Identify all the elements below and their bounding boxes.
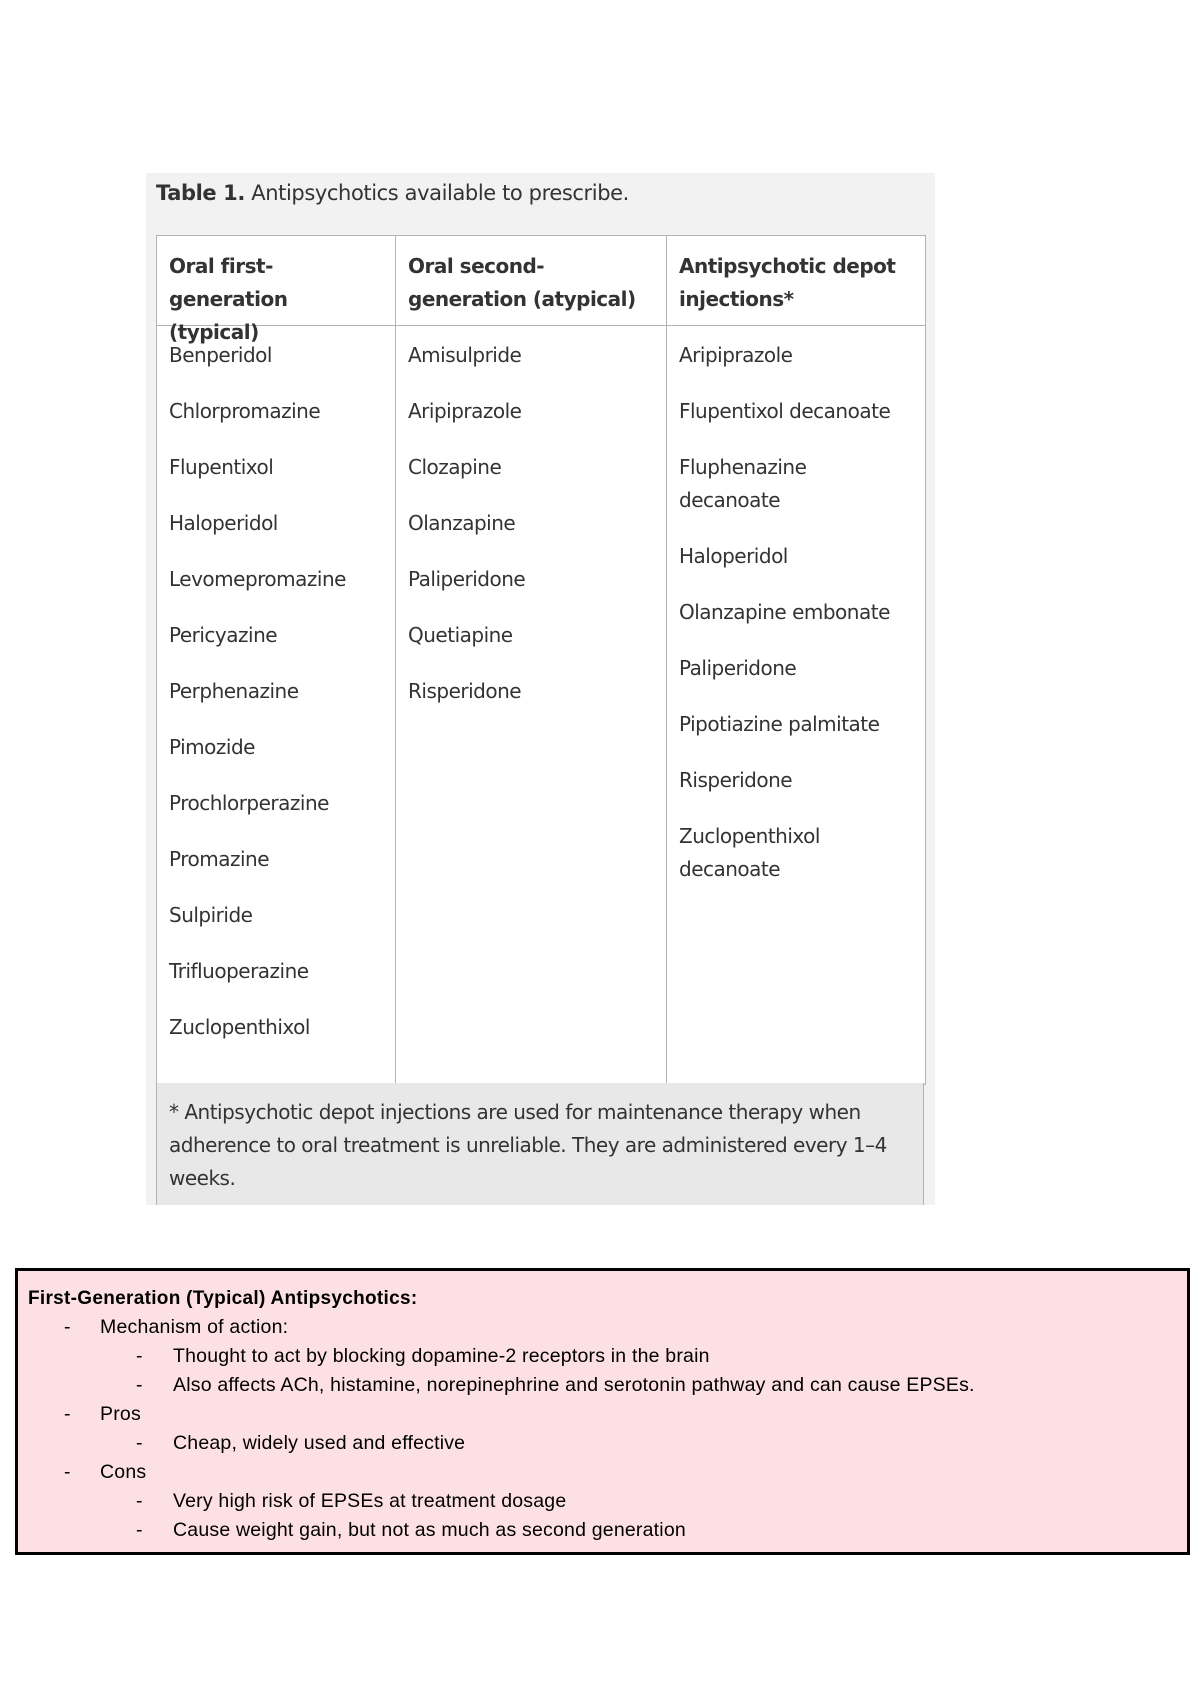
drug-name: Levomepromazine bbox=[169, 567, 346, 591]
drug-name: Paliperidone bbox=[679, 656, 797, 680]
drug-name: Pimozide bbox=[169, 735, 255, 759]
drug-name: Olanzapine bbox=[408, 511, 516, 535]
drug-name: Sulpiride bbox=[169, 903, 253, 927]
bullet-dash: - bbox=[136, 1519, 143, 1541]
notes-sub-bullet bbox=[28, 1516, 1187, 1545]
notes-sub-bullet bbox=[28, 1342, 1187, 1371]
drug-name: Flupentixol decanoate bbox=[679, 399, 891, 423]
bullet-text: Cheap, widely used and effective bbox=[173, 1432, 466, 1454]
antipsychotics-table-figure bbox=[146, 173, 935, 1205]
drug-name: Aripiprazole bbox=[408, 399, 522, 423]
drug-name: Chlorpromazine bbox=[169, 399, 321, 423]
drug-name: Quetiapine bbox=[408, 623, 513, 647]
drug-name: Haloperidol bbox=[679, 544, 788, 568]
bullet-text: Mechanism of action: bbox=[100, 1316, 289, 1338]
drug-name: Trifluoperazine bbox=[169, 959, 309, 983]
drug-name: Risperidone bbox=[408, 679, 522, 703]
bullet-dash: - bbox=[136, 1432, 143, 1454]
notes-bullet bbox=[28, 1458, 1187, 1487]
drug-name: Haloperidol bbox=[169, 511, 278, 535]
bullet-dash: - bbox=[64, 1403, 71, 1425]
drug-name: Perphenazine bbox=[169, 679, 299, 703]
table-body-row bbox=[157, 326, 925, 1084]
column-first-generation bbox=[157, 326, 396, 1084]
drug-name: Fluphenazine decanoate bbox=[679, 455, 807, 512]
header-depot-injections: Antipsychotic depot injections* bbox=[679, 254, 896, 311]
notes-bullet-list bbox=[28, 1313, 1187, 1545]
bullet-text: Cons bbox=[100, 1461, 147, 1483]
bullet-dash: - bbox=[64, 1316, 71, 1338]
header-oral-second-generation: Oral second-generation (atypical) bbox=[396, 236, 667, 325]
drug-name: Zuclopenthixol bbox=[169, 1015, 310, 1039]
notes-sub-bullet bbox=[28, 1371, 1187, 1400]
drug-name: Flupentixol bbox=[169, 455, 274, 479]
drug-name: Olanzapine embonate bbox=[679, 600, 890, 624]
header-oral-first-generation: Oral first-generation (typical) bbox=[157, 236, 396, 325]
drug-name: Amisulpride bbox=[408, 343, 522, 367]
table-caption-label: Table 1. bbox=[156, 181, 245, 205]
drug-name: Prochlorperazine bbox=[169, 791, 329, 815]
drug-name: Promazine bbox=[169, 847, 270, 871]
bullet-dash: - bbox=[136, 1345, 143, 1367]
drug-name: Paliperidone bbox=[408, 567, 526, 591]
bullet-text: Also affects ACh, histamine, norepinephrine and serotonin pathway and can cause EPSEs. bbox=[173, 1374, 975, 1396]
bullet-text: Thought to act by blocking dopamine-2 receptors in the brain bbox=[173, 1345, 710, 1367]
drug-name: Zuclopenthixol decanoate bbox=[679, 824, 820, 881]
drug-name: Aripiprazole bbox=[679, 343, 793, 367]
table-header-row bbox=[157, 236, 925, 344]
bullet-dash: - bbox=[64, 1461, 71, 1483]
bullet-text: Very high risk of EPSEs at treatment dosage bbox=[173, 1490, 567, 1512]
column-depot-injections bbox=[667, 326, 923, 1084]
notes-bullet bbox=[28, 1400, 1187, 1429]
drug-name: Pipotiazine palmitate bbox=[679, 712, 880, 736]
column-second-generation bbox=[396, 326, 667, 1084]
drug-name: Risperidone bbox=[679, 768, 793, 792]
notes-title: First-Generation (Typical) Antipsychotics: bbox=[28, 1288, 418, 1309]
bullet-dash: - bbox=[136, 1490, 143, 1512]
notes-bullet bbox=[28, 1313, 1187, 1342]
bullet-dash: - bbox=[136, 1374, 143, 1396]
drug-name: Clozapine bbox=[408, 455, 502, 479]
drug-name: Benperidol bbox=[169, 343, 272, 367]
drug-name: Pericyazine bbox=[169, 623, 278, 647]
table-footnote: * Antipsychotic depot injections are used for maintenance therapy when adherence to oral treatment is unreliable. They are administered every 1–4 weeks. bbox=[156, 1083, 924, 1205]
bullet-text: Cause weight gain, but not as much as second generation bbox=[173, 1519, 686, 1541]
notes-sub-bullet bbox=[28, 1487, 1187, 1516]
first-generation-notes-box bbox=[15, 1268, 1190, 1555]
table-caption bbox=[156, 181, 629, 205]
bullet-text: Pros bbox=[100, 1403, 141, 1425]
notes-sub-bullet bbox=[28, 1429, 1187, 1458]
antipsychotics-table bbox=[156, 235, 926, 1085]
table-caption-text: Antipsychotics available to prescribe. bbox=[244, 181, 629, 205]
